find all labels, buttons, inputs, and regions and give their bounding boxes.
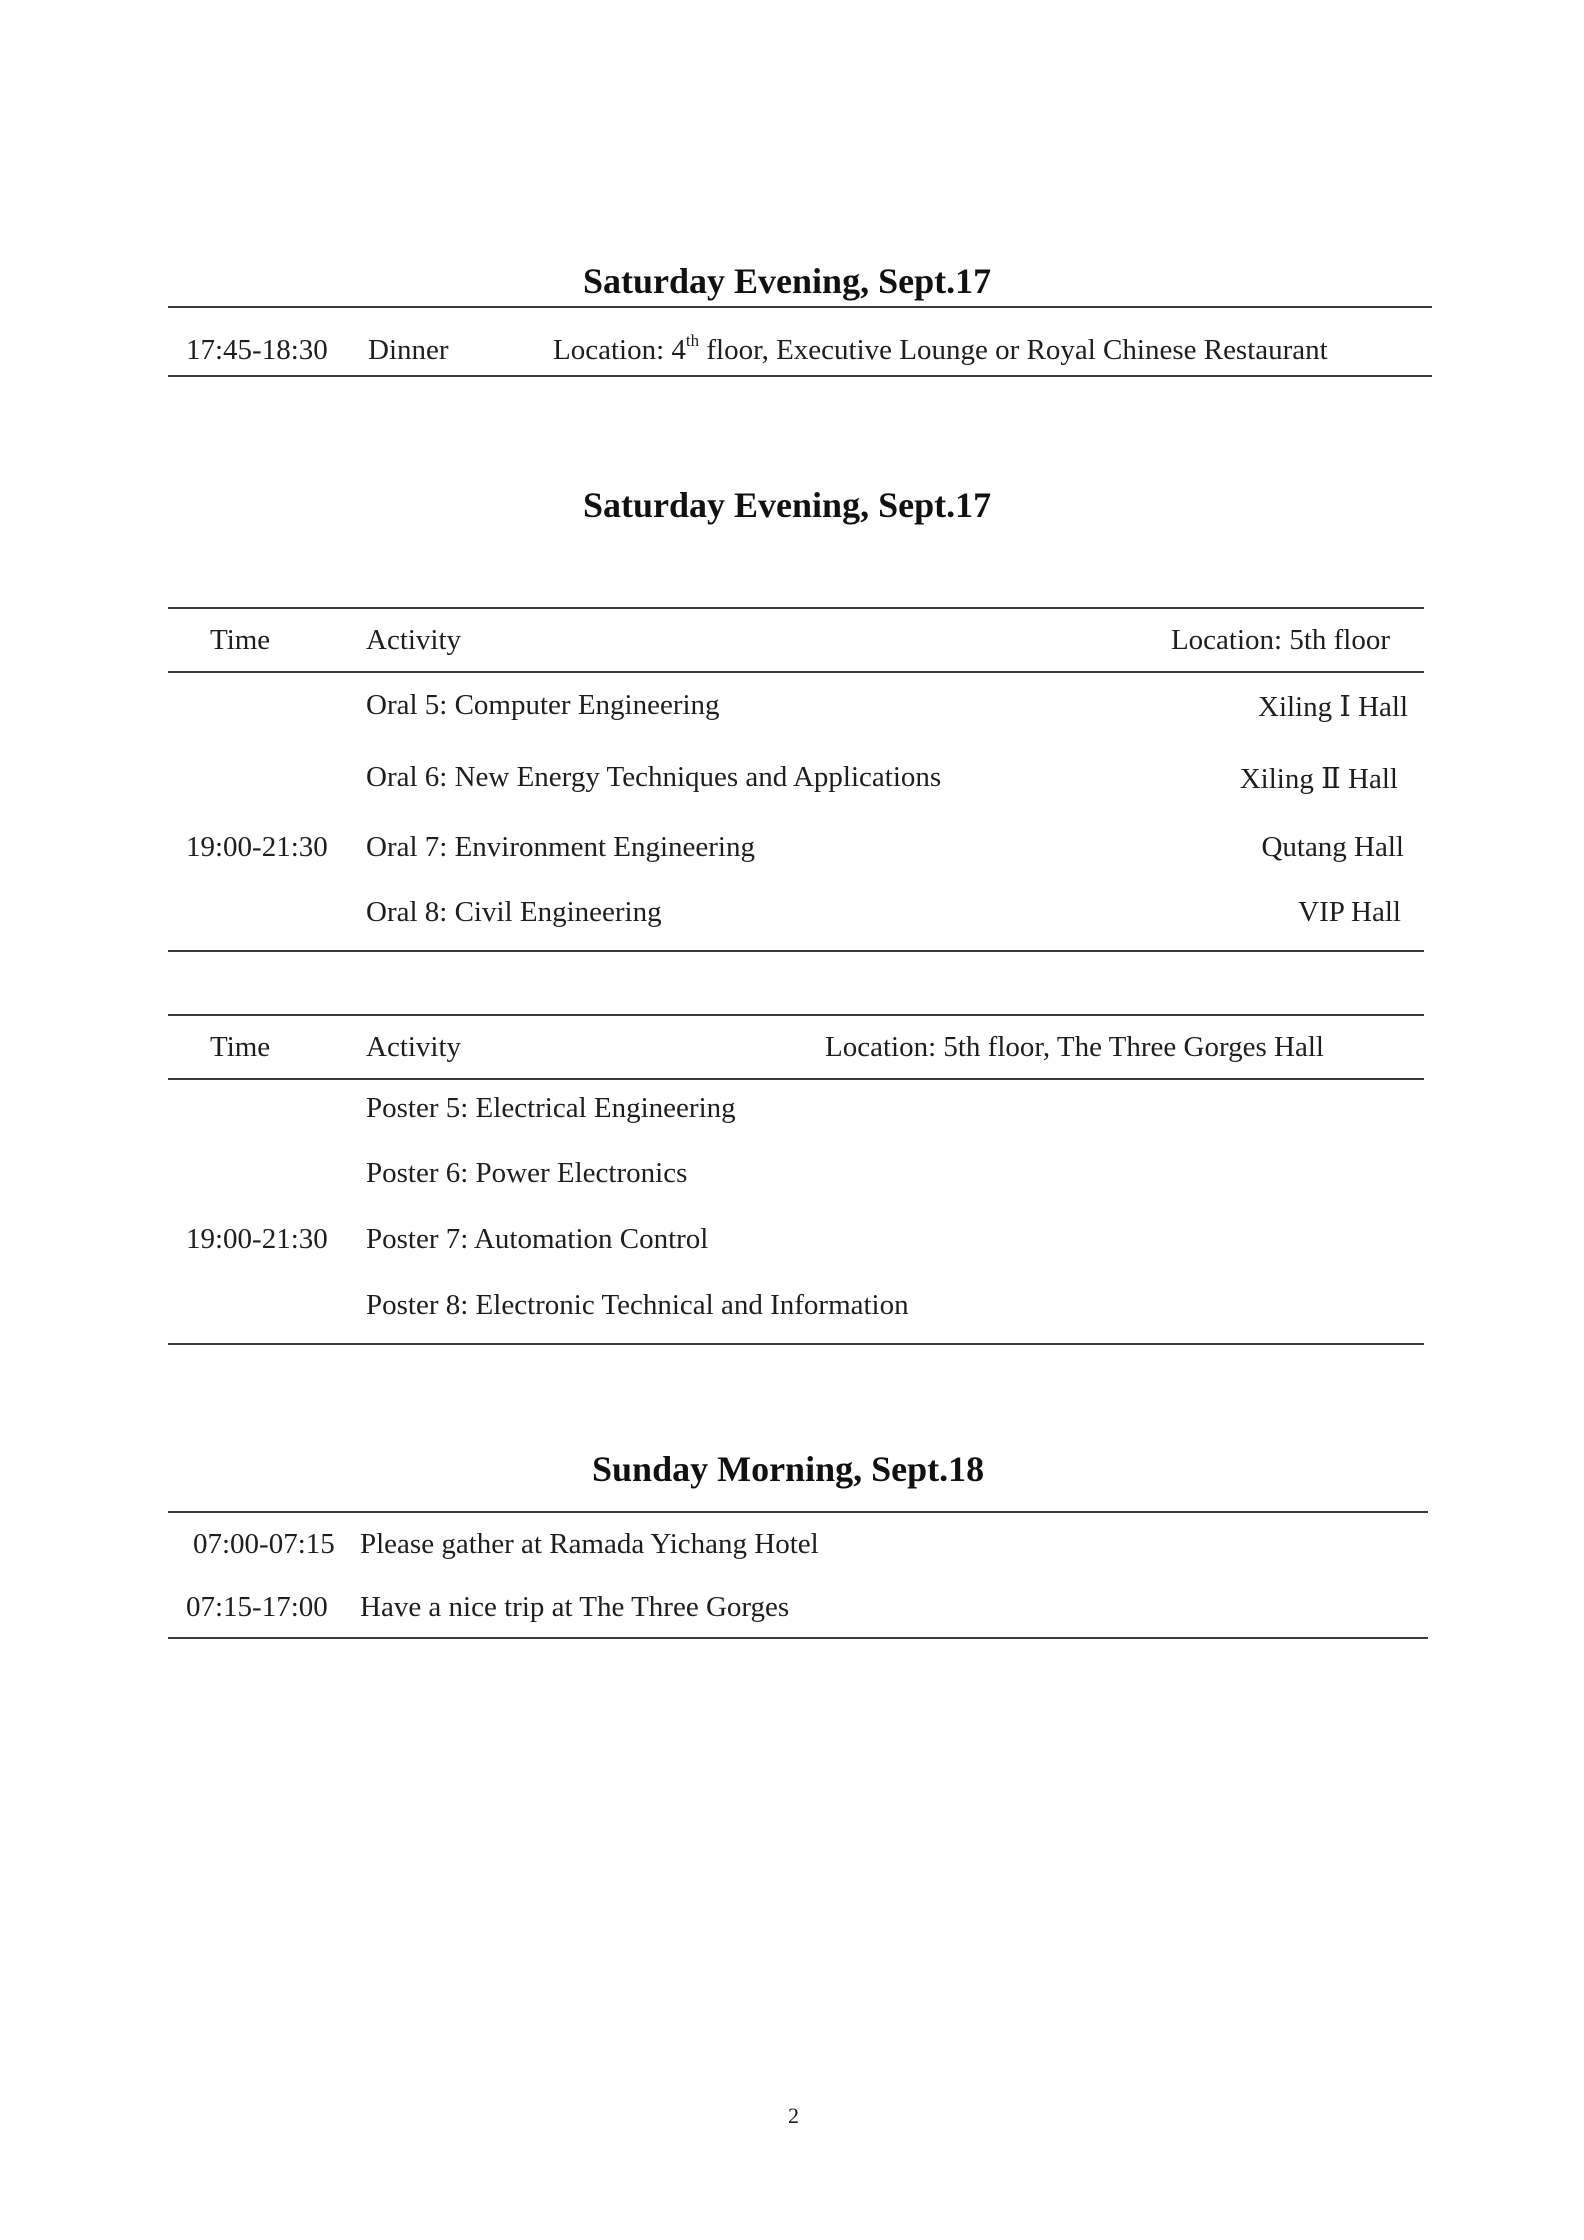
oral-location: Xiling Ⅰ Hall [1258,691,1408,723]
sunday-morning-heading: Sunday Morning, Sept.18 [592,1449,985,1489]
oral-location: Qutang Hall [1261,831,1404,863]
oral-header-location: Location: 5th floor [1170,624,1390,656]
saturday-dinner-heading: Saturday Evening, Sept.17 [583,261,992,301]
divider [168,1014,1424,1016]
poster-activity: Poster 7: Automation Control [366,1223,709,1255]
divider [168,306,1432,308]
oral-activity: Oral 6: New Energy Techniques and Applications [366,761,942,793]
dinner-location-suffix: floor, Executive Lounge or Royal Chinese Restaurant [699,334,1328,366]
poster-header-location: Location: 5th floor, The Three Gorges Hall [825,1031,1324,1063]
oral-location: VIP Hall [1298,896,1401,928]
divider [168,1343,1424,1345]
poster-activity: Poster 5: Electrical Engineering [366,1092,736,1124]
dinner-time: 17:45-18:30 [186,334,328,366]
divider [168,375,1432,377]
dinner-activity: Dinner [368,334,449,366]
oral-activity: Oral 8: Civil Engineering [366,896,662,928]
poster-header-activity: Activity [366,1031,462,1063]
oral-header-activity: Activity [366,624,462,656]
dinner-location-sup: th [685,331,700,350]
divider [168,1078,1424,1080]
oral-time: 19:00-21:30 [186,831,328,863]
divider [168,950,1424,952]
sunday-activity: Please gather at Ramada Yichang Hotel [360,1528,819,1560]
sunday-time: 07:00-07:15 [193,1528,335,1560]
dinner-location-prefix: Location: 4 [553,334,686,366]
dinner-location [553,331,1328,367]
poster-activity: Poster 6: Power Electronics [366,1157,688,1189]
poster-activity: Poster 8: Electronic Technical and Information [366,1289,909,1321]
oral-activity: Oral 7: Environment Engineering [366,831,755,863]
sunday-activity: Have a nice trip at The Three Gorges [360,1591,790,1623]
page-number: 2 [788,2103,799,2128]
oral-header-time: Time [210,624,271,656]
divider [168,671,1424,673]
divider [168,1637,1428,1639]
saturday-evening-heading: Saturday Evening, Sept.17 [583,485,992,525]
oral-location: Xiling Ⅱ Hall [1239,763,1398,795]
oral-activity: Oral 5: Computer Engineering [366,689,720,721]
sunday-time: 07:15-17:00 [186,1591,328,1623]
divider [168,607,1424,609]
poster-header-time: Time [210,1031,271,1063]
divider [168,1511,1428,1513]
poster-time: 19:00-21:30 [186,1223,328,1255]
